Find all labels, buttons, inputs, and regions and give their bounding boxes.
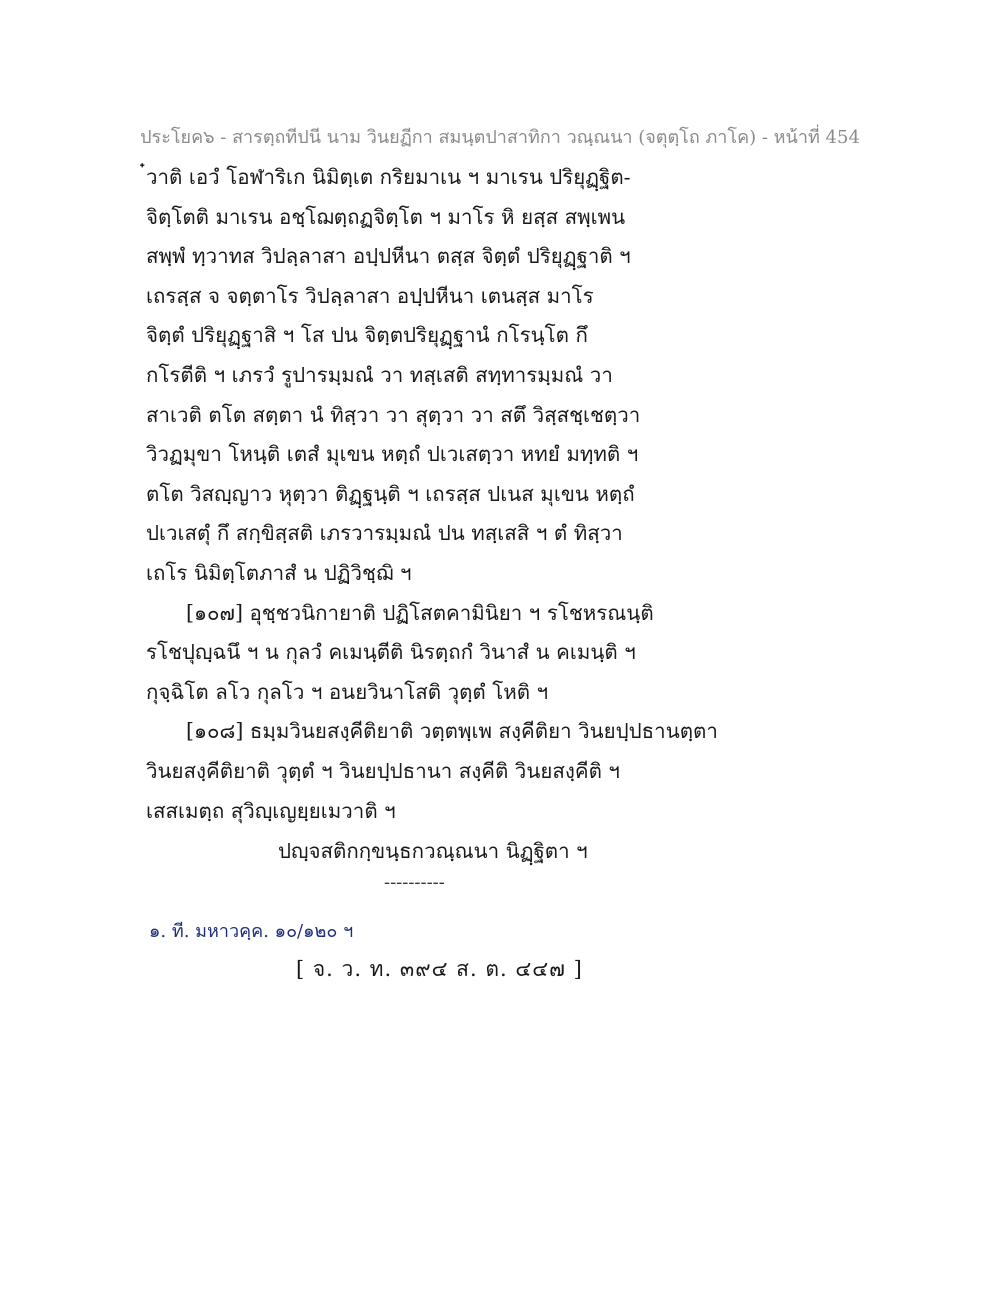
page-reference: [ จ. ว. ท. ๓๙๔ ส. ต. ๔๔๗ ]	[296, 957, 583, 981]
text-line: เถรสฺส จ จตฺตาโร วิปลฺลาสา อปฺปหีนา เตนสฺส มาโร	[146, 283, 594, 308]
body-text	[146, 158, 866, 831]
footnote: ๑. ที. มหาวคฺค. ๑๐/๑๒๐ ฯ	[149, 921, 354, 942]
paragraph-start-line: [๑๐๗] อุชฺชวนิกายาติ ปฏิโสตคามินิยา ฯ รโชหรณนฺติ	[186, 600, 654, 625]
text-line: กโรตีติ ฯ เภรวํ รูปารมฺมณํ วา ทสฺเสติ สทฺทารมฺมณํ วา	[146, 362, 613, 387]
text-line: ๋วาติ เอวํ โอฬาริเก นิมิตฺเต กริยมาเน ฯ มาเรน ปริยุฏฺฐิต-	[146, 165, 631, 189]
paragraph-start-line: [๑๐๘] ธมฺมวินยสงฺคีติยาติ วตฺตพฺเพ สงฺคีติยา วินยปฺปธานตฺตา	[186, 719, 718, 744]
text-line: รโชปุญฺฉนึ ฯ น กุลวํ คเมนฺตีติ นิรตฺถกํ วินาสํ น คเมนฺติ ฯ	[146, 640, 636, 665]
text-line: ปเวเสตุํ กึ สกฺขิสฺสติ เภรวารมฺมณํ ปน ทสฺเสสิ ฯ ตํ ทิสฺวา	[146, 521, 623, 546]
text-line: วิวฏมุขา โหนฺติ เตสํ มุเขน หตฺถํ ปเวเสตฺวา หทยํ มทฺทติ ฯ	[146, 442, 639, 467]
text-line: เสสเมตฺถ สุวิญฺเญยฺยเมวาติ ฯ	[146, 798, 396, 823]
text-line: จิตฺตํ ปริยุฏฺฐาสิ ฯ โส ปน จิตฺตปริยุฏฺฐานํ กโรนฺโต กึ	[146, 323, 588, 348]
text-line: เถโร นิมิตฺโตภาสํ น ปฏิวิชฺฌิ ฯ	[146, 560, 412, 585]
text-line: วินยสงฺคีติยาติ วุตฺตํ ฯ วินยปฺปธานา สงฺคีติ วินยสงฺคีติ ฯ	[146, 758, 620, 783]
text-line: จิตฺโตติ มาเรน อชฺโฌตฺถฏจิตฺโต ฯ มาโร หิ ยสฺส สพฺเพน	[146, 204, 626, 229]
separator-rule: ----------	[384, 872, 445, 893]
text-line: สพฺพํ ทฺวาทส วิปลฺลาสา อปฺปหีนา ตสฺส จิตฺตํ ปริยุฏฺฐาติ ฯ	[146, 244, 631, 269]
text-line: สาเวติ ตโต สตฺตา นํ ทิสฺวา วา สุตฺวา วา สตึ วิสฺสชฺเชตฺวา	[146, 402, 641, 427]
text-line: กุจฺฉิโต ลโว กุลโว ฯ อนยวินาโสติ วุตฺตํ โหติ ฯ	[146, 679, 549, 704]
text-line: ตโต วิสญฺญาว หุตฺวา ติฏฺฐนฺติ ฯ เถรสฺส ปเนส มุเขน หตฺถํ	[146, 481, 635, 506]
page-header: ประโยค๖ - สารตฺถทีปนี นาม วินยฏีกา สมนฺตปาสาทิกา วณฺณนา (จตุตฺโถ ภาโค) - หน้าที่ 454	[140, 127, 860, 148]
section-closing: ปญฺจสติกกฺขนฺธกวณฺณนา นิฏฺฐิตา ฯ	[278, 839, 588, 863]
